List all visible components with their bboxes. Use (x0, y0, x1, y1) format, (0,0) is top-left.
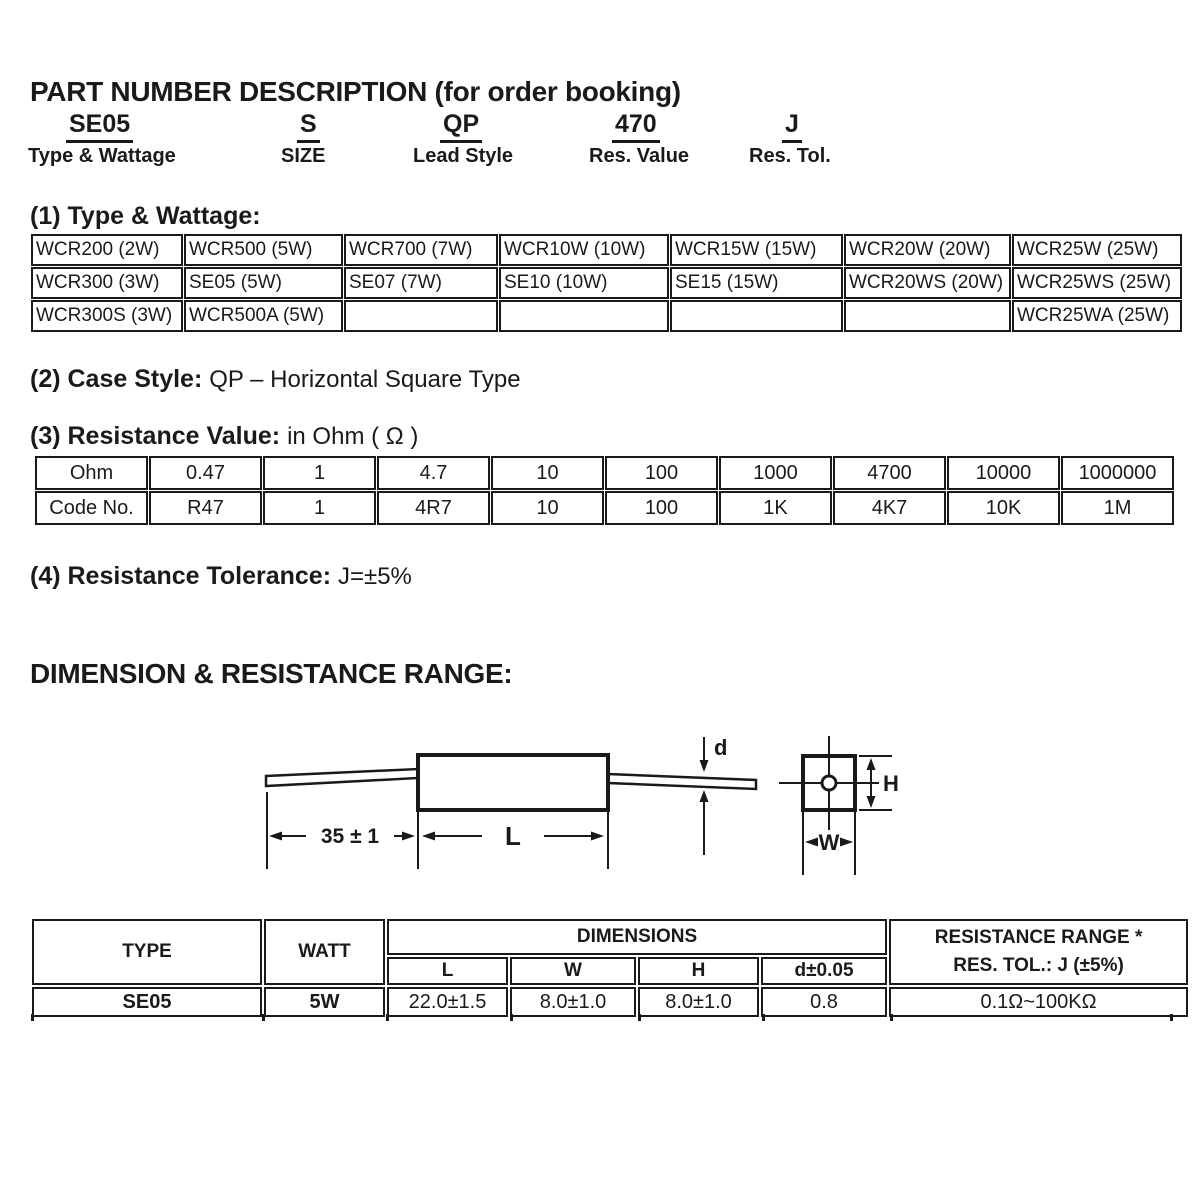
col-header-watt: WATT (264, 919, 385, 985)
cell: WCR20WS (20W) (844, 267, 1011, 299)
cell: 4R7 (377, 491, 490, 525)
cell: SE15 (15W) (670, 267, 843, 299)
section-heading-resistance-value: (3) Resistance Value: (30, 422, 281, 450)
col-header-resistance-range (889, 919, 1188, 985)
cell-l: 22.0±1.5 (387, 987, 508, 1017)
resistance-tolerance-value: J=±5% (338, 563, 412, 590)
cell: SE05 (5W) (184, 267, 343, 299)
cell-range: 0.1Ω~100KΩ (889, 987, 1188, 1017)
arrow-down-icon (867, 796, 876, 808)
arrow-right-icon (591, 832, 604, 841)
resistor-dimension-drawing (230, 712, 990, 907)
part-label-res-value: Res. Value (589, 145, 690, 167)
arrow-left-icon (269, 832, 282, 841)
section-heading-resistance-tolerance: (4) Resistance Tolerance: (30, 562, 332, 590)
body-length-label: L (505, 821, 521, 851)
table-row (31, 300, 1182, 332)
stub-line (386, 1014, 389, 1021)
cell: WCR700 (7W) (344, 234, 498, 266)
left-lead-wire (266, 769, 418, 786)
col-header-w: W (510, 957, 636, 985)
cell (499, 300, 669, 332)
section-case-style (30, 365, 521, 394)
part-code-res-value: 470 (612, 110, 660, 143)
cell: 4700 (833, 456, 946, 490)
arrow-left-icon (805, 838, 818, 847)
arrow-up-icon (700, 790, 709, 802)
spec-table (30, 917, 1190, 1019)
cell: 4.7 (377, 456, 490, 490)
cell-h: 8.0±1.0 (638, 987, 759, 1017)
right-lead-wire (608, 774, 756, 789)
cell: WCR500 (5W) (184, 234, 343, 266)
cell: WCR500A (5W) (184, 300, 343, 332)
cell: 100 (605, 456, 718, 490)
col-header-l: L (387, 957, 508, 985)
case-style-value: QP – Horizontal Square Type (209, 366, 521, 393)
cell-d: 0.8 (761, 987, 887, 1017)
part-label-lead-style: Lead Style (413, 145, 514, 167)
arrow-up-icon (867, 758, 876, 770)
stub-line (1170, 1014, 1173, 1021)
cell: WCR200 (2W) (31, 234, 183, 266)
stub-line (638, 1014, 641, 1021)
arrow-right-icon (402, 832, 415, 841)
resistance-value-table (34, 455, 1175, 526)
cell (844, 300, 1011, 332)
cell: WCR20W (20W) (844, 234, 1011, 266)
cell: WCR15W (15W) (670, 234, 843, 266)
width-label: W (818, 830, 840, 855)
cell: 4K7 (833, 491, 946, 525)
col-header-d: d±0.05 (761, 957, 887, 985)
table-row (35, 456, 1174, 490)
resistor-body (418, 755, 608, 810)
type-wattage-table (30, 233, 1183, 333)
cell-watt: 5W (264, 987, 385, 1017)
part-code-res-tol: J (782, 110, 802, 143)
cell (344, 300, 498, 332)
section-resistance-tolerance (30, 562, 412, 591)
cell: 10000 (947, 456, 1060, 490)
stub-line (262, 1014, 265, 1021)
lead-length-label: 35 ± 1 (320, 825, 380, 848)
stub-line (31, 1014, 34, 1021)
part-label-res-tol: Res. Tol. (749, 145, 831, 167)
table-row (31, 234, 1182, 266)
arrow-left-icon (422, 832, 435, 841)
cell: WCR25W (25W) (1012, 234, 1182, 266)
col-header-type: TYPE (32, 919, 262, 985)
section-heading-case-style: (2) Case Style: (30, 365, 203, 393)
page-title: PART NUMBER DESCRIPTION (for order booking) (30, 76, 681, 107)
part-label-size: SIZE (281, 145, 326, 167)
cell-w: 8.0±1.0 (510, 987, 636, 1017)
cell: 1K (719, 491, 832, 525)
col-header-dimensions: DIMENSIONS (387, 919, 887, 955)
lead-hole (822, 776, 836, 790)
cell: Code No. (35, 491, 148, 525)
cell: 1000 (719, 456, 832, 490)
part-code-lead-style: QP (440, 110, 482, 143)
cell: R47 (149, 491, 262, 525)
cell: 1000000 (1061, 456, 1174, 490)
cell: 100 (605, 491, 718, 525)
part-label-type: Type & Wattage (28, 145, 176, 167)
cell: 10 (491, 456, 604, 490)
cell-type: SE05 (32, 987, 262, 1017)
cell: Ohm (35, 456, 148, 490)
col-header-h: H (638, 957, 759, 985)
cell: WCR25WA (25W) (1012, 300, 1182, 332)
part-code-type: SE05 (66, 110, 133, 143)
height-label: H (883, 771, 899, 796)
cell: 1 (263, 456, 376, 490)
lead-diameter-label: d (714, 735, 728, 760)
cell: 10K (947, 491, 1060, 525)
cell: WCR10W (10W) (499, 234, 669, 266)
table-row (31, 267, 1182, 299)
section-heading-dimension-range: DIMENSION & RESISTANCE RANGE: (30, 658, 513, 689)
section-resistance-value (30, 422, 418, 451)
cell: 1 (263, 491, 376, 525)
arrow-down-icon (700, 760, 709, 772)
cell (670, 300, 843, 332)
section-heading-type-wattage: (1) Type & Wattage: (30, 202, 261, 230)
cell: SE10 (10W) (499, 267, 669, 299)
table-row (32, 987, 1188, 1017)
resistance-range-line1: RESISTANCE RANGE * (934, 927, 1143, 949)
resistance-range-line2: RES. TOL.: J (±5%) (953, 955, 1124, 976)
cell: WCR300 (3W) (31, 267, 183, 299)
stub-line (762, 1014, 765, 1021)
cell: WCR25WS (25W) (1012, 267, 1182, 299)
cell: 0.47 (149, 456, 262, 490)
cell: 10 (491, 491, 604, 525)
cell: SE07 (7W) (344, 267, 498, 299)
table-row (35, 491, 1174, 525)
stub-line (510, 1014, 513, 1021)
resistance-value-unit: in Ohm ( Ω ) (287, 423, 419, 450)
cell: WCR300S (3W) (31, 300, 183, 332)
stub-line (890, 1014, 893, 1021)
table-header-row (32, 919, 1188, 955)
part-code-size: S (297, 110, 320, 143)
arrow-right-icon (840, 838, 853, 847)
cell: 1M (1061, 491, 1174, 525)
